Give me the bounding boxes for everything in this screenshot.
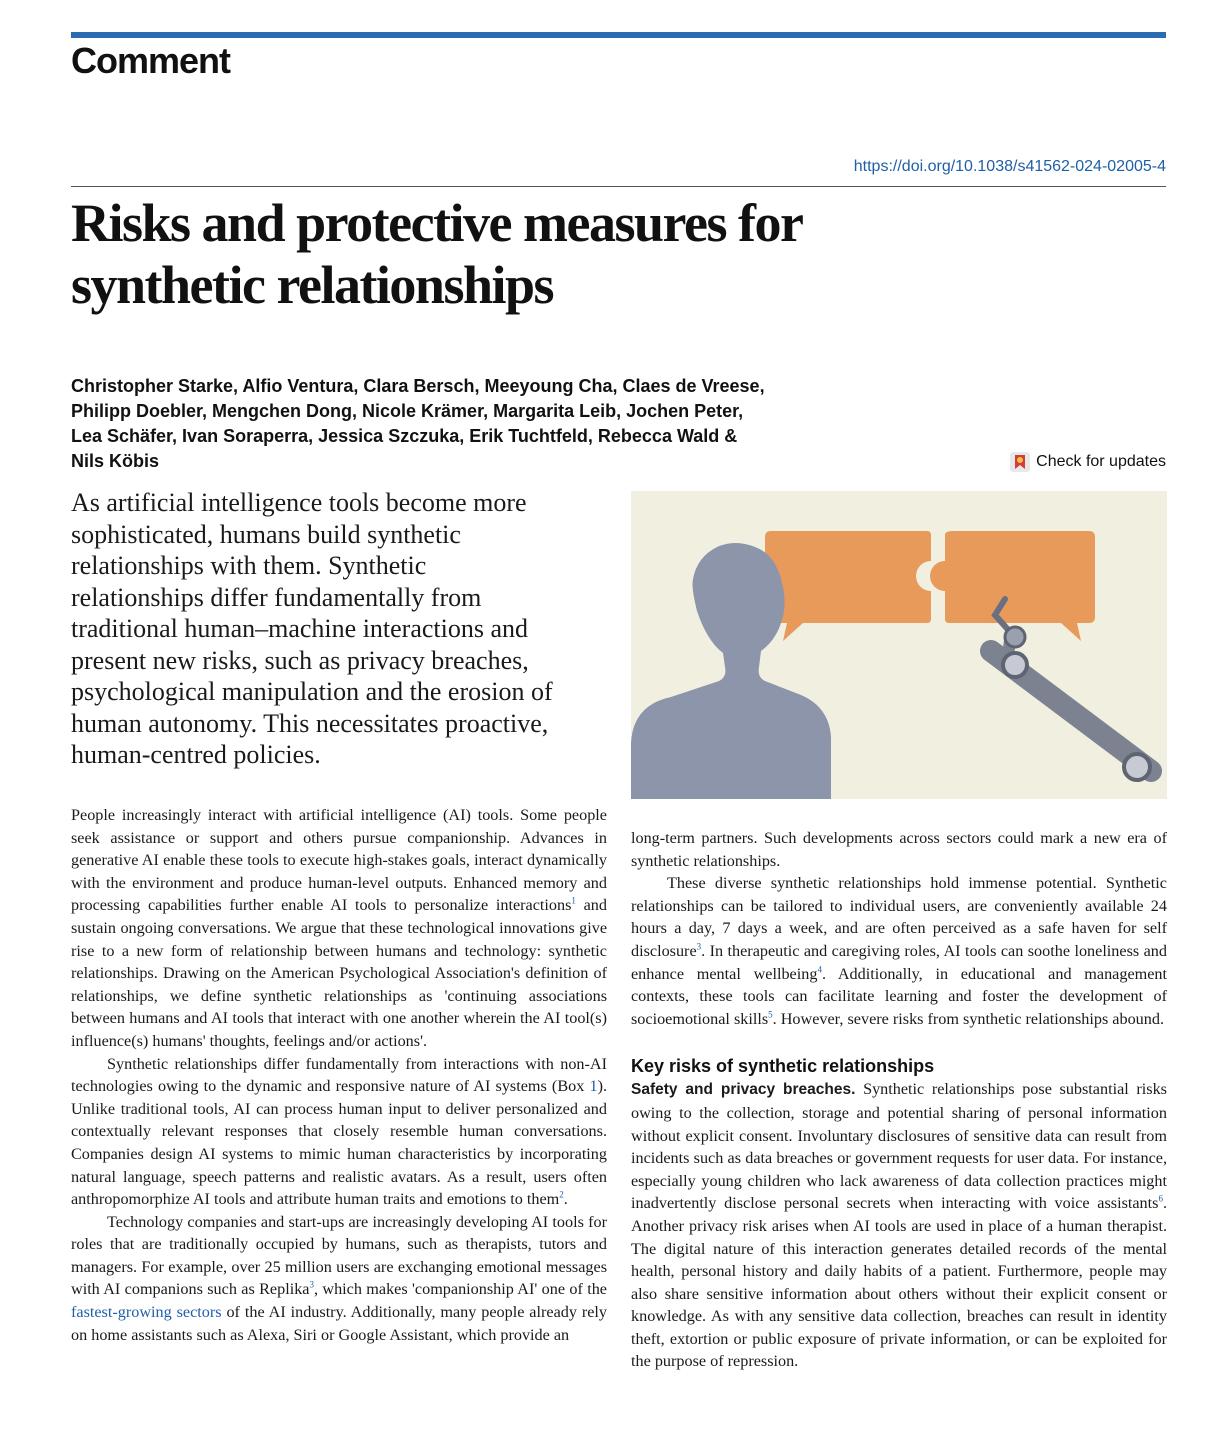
standfirst-line: human autonomy. This necessitates proactive, xyxy=(71,708,549,738)
section-accent-bar xyxy=(71,32,1166,38)
title-line: Risks and protective measures for xyxy=(71,193,803,253)
article-title xyxy=(71,192,971,316)
reference-link[interactable]: 1 xyxy=(571,895,576,906)
author-list xyxy=(71,374,891,474)
reference-link[interactable]: 3 xyxy=(309,1280,314,1291)
body-paragraph xyxy=(631,872,1167,1030)
author-line: Christopher Starke, Alfio Ventura, Clara Bersch, Meeyoung Cha, Claes de Vreese, xyxy=(71,376,765,396)
body-paragraph xyxy=(631,1078,1167,1373)
body-column-left xyxy=(71,804,607,1346)
title-line: synthetic relationships xyxy=(71,255,554,315)
standfirst-line: sophisticated, humans build synthetic xyxy=(71,519,461,549)
body-text: Technology companies and start-ups are increasingly developing AI tools for roles that are traditionally occupied by humans, such as therapists, tutors and managers. For example, over 25 million users are exchanging emotional messages with AI companions such as Replika xyxy=(71,1212,607,1299)
body-paragraph: long-term partners. Such developments across sectors could mark a new era of synthetic relationships. xyxy=(631,829,1167,870)
reference-link[interactable]: 6 xyxy=(1158,1193,1163,1204)
body-text: of the AI industry. Additionally, many people already rely on home assistants such as Alexa, Siri or Google Assistant, which provide an xyxy=(71,1303,608,1344)
section-label: Comment xyxy=(71,40,231,81)
body-text: and sustain ongoing conversations. We argue that these technological innovations give rise to a new form of relationship between humans and technology: synthetic relationships. Drawing on the American Psychological Association's definition of relationships, we define synthetic relationships as 'continuing associations between humans and AI tools that interact with one another wherein the AI tool(s) influence(s) humans' thoughts, feelings and/or actions'. xyxy=(71,896,607,1050)
body-text: ). Unlike traditional tools, AI can process human input to deliver personalized and contextually relevant responses that closely resemble human conversations. Companies design AI systems to mimic human characteristics by incorporating natural language, speech patterns and realistic avatars. As a result, users often anthropomorphize AI tools and attribute human traits and emotions to them xyxy=(71,1077,607,1209)
standfirst-line: As artificial intelligence tools become more xyxy=(71,488,527,517)
body-text: . In therapeutic and caregiving roles, AI tools can soothe loneliness and enhance mental wellbeing xyxy=(631,941,1167,983)
author-line: Philipp Doebler, Mengchen Dong, Nicole Krämer, Margarita Leib, Jochen Peter, xyxy=(71,401,744,421)
body-text: . Another privacy risk arises when AI tools are used in place of a human therapist. The digital nature of this interaction generates detailed records of the mental health, personal history and daily habits of a patient. Furthermore, people may also share sensitive information about others without their explicit consent or knowledge. As with any sensitive data collection, breaches can result in identity theft, extortion or public exposure of private information, or can be exploited for the purpose of repression. xyxy=(631,1194,1167,1371)
author-line: Nils Köbis xyxy=(71,451,160,471)
body-text: Synthetic relationships differ fundamentally from interactions with non-AI technologies owing to the dynamic and responsive nature of AI systems (Box xyxy=(71,1054,607,1096)
body-text: Synthetic relationships pose substantial risks owing to the collection, storage and potential sharing of personal information without explicit consent. Involuntary disclosures of sensitive data can result from incidents such as data breaches or government requests for user data. For instance, especially young children who lack awareness of data collection practices might inadvertently disclose personal secrets when interacting with voice assistants xyxy=(631,1080,1167,1213)
body-paragraph xyxy=(71,1053,607,1211)
standfirst-line: human-centred policies. xyxy=(71,740,321,769)
speech-bubble-left xyxy=(765,531,931,641)
body-column-right xyxy=(631,827,1167,1373)
standfirst-line: present new risks, such as privacy breaches, xyxy=(71,645,529,675)
body-text: . Additionally, in educational and management contexts, these tools can facilitate learning and foster the development of socioemotional skills xyxy=(631,964,1168,1028)
section-heading-key-risks: Key risks of synthetic relationships xyxy=(631,1056,935,1077)
standfirst-line: relationships differ fundamentally from xyxy=(71,582,482,612)
reference-link[interactable]: 5 xyxy=(768,1009,773,1020)
body-text: . xyxy=(563,1190,568,1209)
check-for-updates-button[interactable] xyxy=(1010,452,1166,472)
standfirst-line: traditional human–machine interactions and xyxy=(71,614,529,643)
reference-link[interactable]: 3 xyxy=(696,941,702,952)
crossmark-icon xyxy=(1010,452,1030,472)
check-for-updates-label: Check for updates xyxy=(1036,453,1166,470)
reference-link[interactable]: 4 xyxy=(817,964,822,975)
body-text: . However, severe risks from synthetic relationships abound. xyxy=(772,1009,1164,1028)
fastest-growing-sectors-link[interactable]: fastest-growing sectors xyxy=(71,1303,222,1322)
speech-bubble-right xyxy=(930,531,1095,641)
standfirst-line: relationships with them. Synthetic xyxy=(71,551,427,580)
body-text: , which makes 'companionship AI' one of the xyxy=(313,1280,607,1299)
body-text: These diverse synthetic relationships hold immense potential. Synthetic relationships can be tailored to individual users, are conveniently available 24 hours a day, 7 days a week, and are often perceived as a safe haven for self disclosure xyxy=(631,874,1167,960)
box-link[interactable]: 1 xyxy=(589,1077,598,1096)
header-rule xyxy=(71,186,1166,187)
author-line: Lea Schäfer, Ivan Soraperra, Jessica Szczuka, Erik Tuchtfeld, Rebecca Wald & xyxy=(71,426,738,446)
standfirst-line: psychological manipulation and the erosion of xyxy=(71,677,553,706)
body-paragraph xyxy=(71,1211,607,1347)
body-text: People increasingly interact with artificial intelligence (AI) tools. Some people seek assistance or support and others pursue companionship. Advances in generative AI enable these tools to execute high-stakes goals, interact dynamically with the environment and produce human-level outputs. Enhanced memory and processing capabilities further enable AI tools to personalize interactions xyxy=(71,806,607,915)
subsection-heading-safety: Safety and privacy breaches. xyxy=(631,1081,856,1099)
reference-link[interactable]: 2 xyxy=(559,1189,564,1200)
standfirst xyxy=(71,487,616,771)
body-paragraph xyxy=(71,804,607,1053)
illustration-human-robot-puzzle xyxy=(631,491,1167,799)
doi-link[interactable]: https://doi.org/10.1038/s41562-024-02005-4 xyxy=(853,158,1166,175)
